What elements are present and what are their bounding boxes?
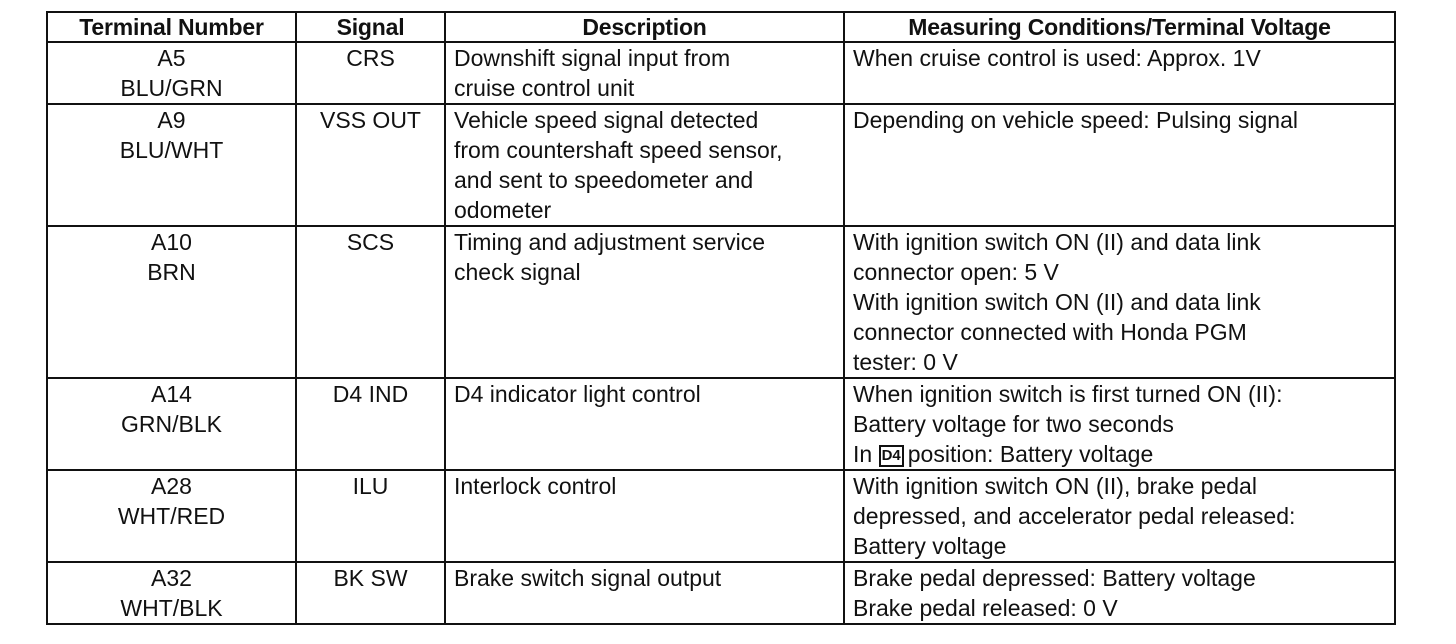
description-cell xyxy=(445,378,844,470)
measuring-cell xyxy=(844,378,1395,470)
terminal-number: A9 xyxy=(157,107,186,133)
signal-cell: CRS xyxy=(296,42,445,104)
description-line: from countershaft speed sensor, xyxy=(454,137,783,163)
signal-cell: D4 IND xyxy=(296,378,445,470)
description-cell xyxy=(445,104,844,226)
terminal-cell xyxy=(47,470,296,562)
header-signal: Signal xyxy=(296,12,445,42)
wire-color: BRN xyxy=(147,259,196,285)
measuring-line: Brake pedal released: 0 V xyxy=(853,595,1118,621)
header-measuring-conditions: Measuring Conditions/Terminal Voltage xyxy=(844,12,1395,42)
terminal-number: A10 xyxy=(151,229,192,255)
description-line: D4 indicator light control xyxy=(454,381,701,407)
signal-cell: SCS xyxy=(296,226,445,378)
header-row xyxy=(47,12,1395,42)
description-cell xyxy=(445,562,844,624)
measuring-cell xyxy=(844,104,1395,226)
header-terminal-number: Terminal Number xyxy=(47,12,296,42)
measuring-line: depressed, and accelerator pedal released: xyxy=(853,503,1296,529)
table-row xyxy=(47,226,1395,378)
measuring-line: Battery voltage xyxy=(853,533,1007,559)
description-cell xyxy=(445,470,844,562)
terminal-cell xyxy=(47,104,296,226)
measuring-prefix: In xyxy=(853,441,873,467)
wire-color: GRN/BLK xyxy=(121,411,222,437)
description-line: Interlock control xyxy=(454,473,617,499)
measuring-line: connector connected with Honda PGM xyxy=(853,319,1247,345)
description-cell xyxy=(445,42,844,104)
description-line: odometer xyxy=(454,197,552,223)
header-description: Description xyxy=(445,12,844,42)
signal-cell: ILU xyxy=(296,470,445,562)
table-row xyxy=(47,42,1395,104)
measuring-line: Brake pedal depressed: Battery voltage xyxy=(853,565,1256,591)
description-line: cruise control unit xyxy=(454,75,635,101)
measuring-line: With ignition switch ON (II), brake pedal xyxy=(853,473,1257,499)
wire-color: WHT/BLK xyxy=(120,595,223,621)
measuring-line: With ignition switch ON (II) and data link xyxy=(853,289,1261,315)
wire-color: WHT/RED xyxy=(117,503,226,529)
terminal-table xyxy=(46,11,1396,625)
terminal-cell xyxy=(47,226,296,378)
wire-color: BLU/WHT xyxy=(119,137,224,163)
terminal-number: A28 xyxy=(151,473,192,499)
signal-cell: BK SW xyxy=(296,562,445,624)
measuring-cell xyxy=(844,562,1395,624)
measuring-line: With ignition switch ON (II) and data link xyxy=(853,229,1261,255)
description-line: and sent to speedometer and xyxy=(454,167,754,193)
table-row xyxy=(47,470,1395,562)
description-line: check signal xyxy=(454,259,581,285)
description-line: Brake switch signal output xyxy=(454,565,722,591)
measuring-line: connector open: 5 V xyxy=(853,259,1059,285)
terminal-cell xyxy=(47,378,296,470)
measuring-line xyxy=(853,439,1386,469)
terminal-number: A5 xyxy=(157,45,186,71)
terminal-number: A14 xyxy=(151,381,192,407)
description-line: Downshift signal input from xyxy=(454,45,731,71)
terminal-cell xyxy=(47,562,296,624)
measuring-line: When cruise control is used: Approx. 1V xyxy=(853,45,1261,71)
measuring-line: Depending on vehicle speed: Pulsing signal xyxy=(853,107,1298,133)
measuring-cell xyxy=(844,470,1395,562)
measuring-cell xyxy=(844,42,1395,104)
table-row xyxy=(47,378,1395,470)
description-line: Timing and adjustment service xyxy=(454,229,766,255)
measuring-line: Battery voltage for two seconds xyxy=(853,411,1174,437)
measuring-suffix: position: Battery voltage xyxy=(907,441,1154,467)
table-row xyxy=(47,104,1395,226)
terminal-cell xyxy=(47,42,296,104)
signal-cell: VSS OUT xyxy=(296,104,445,226)
description-cell xyxy=(445,226,844,378)
terminal-number: A32 xyxy=(151,565,192,591)
d4-position-icon: D4 xyxy=(879,445,904,467)
table-row xyxy=(47,562,1395,624)
wire-color: BLU/GRN xyxy=(120,75,223,101)
measuring-cell xyxy=(844,226,1395,378)
measuring-line: tester: 0 V xyxy=(853,349,958,375)
measuring-line: When ignition switch is first turned ON (II): xyxy=(853,381,1283,407)
description-line: Vehicle speed signal detected xyxy=(454,107,759,133)
